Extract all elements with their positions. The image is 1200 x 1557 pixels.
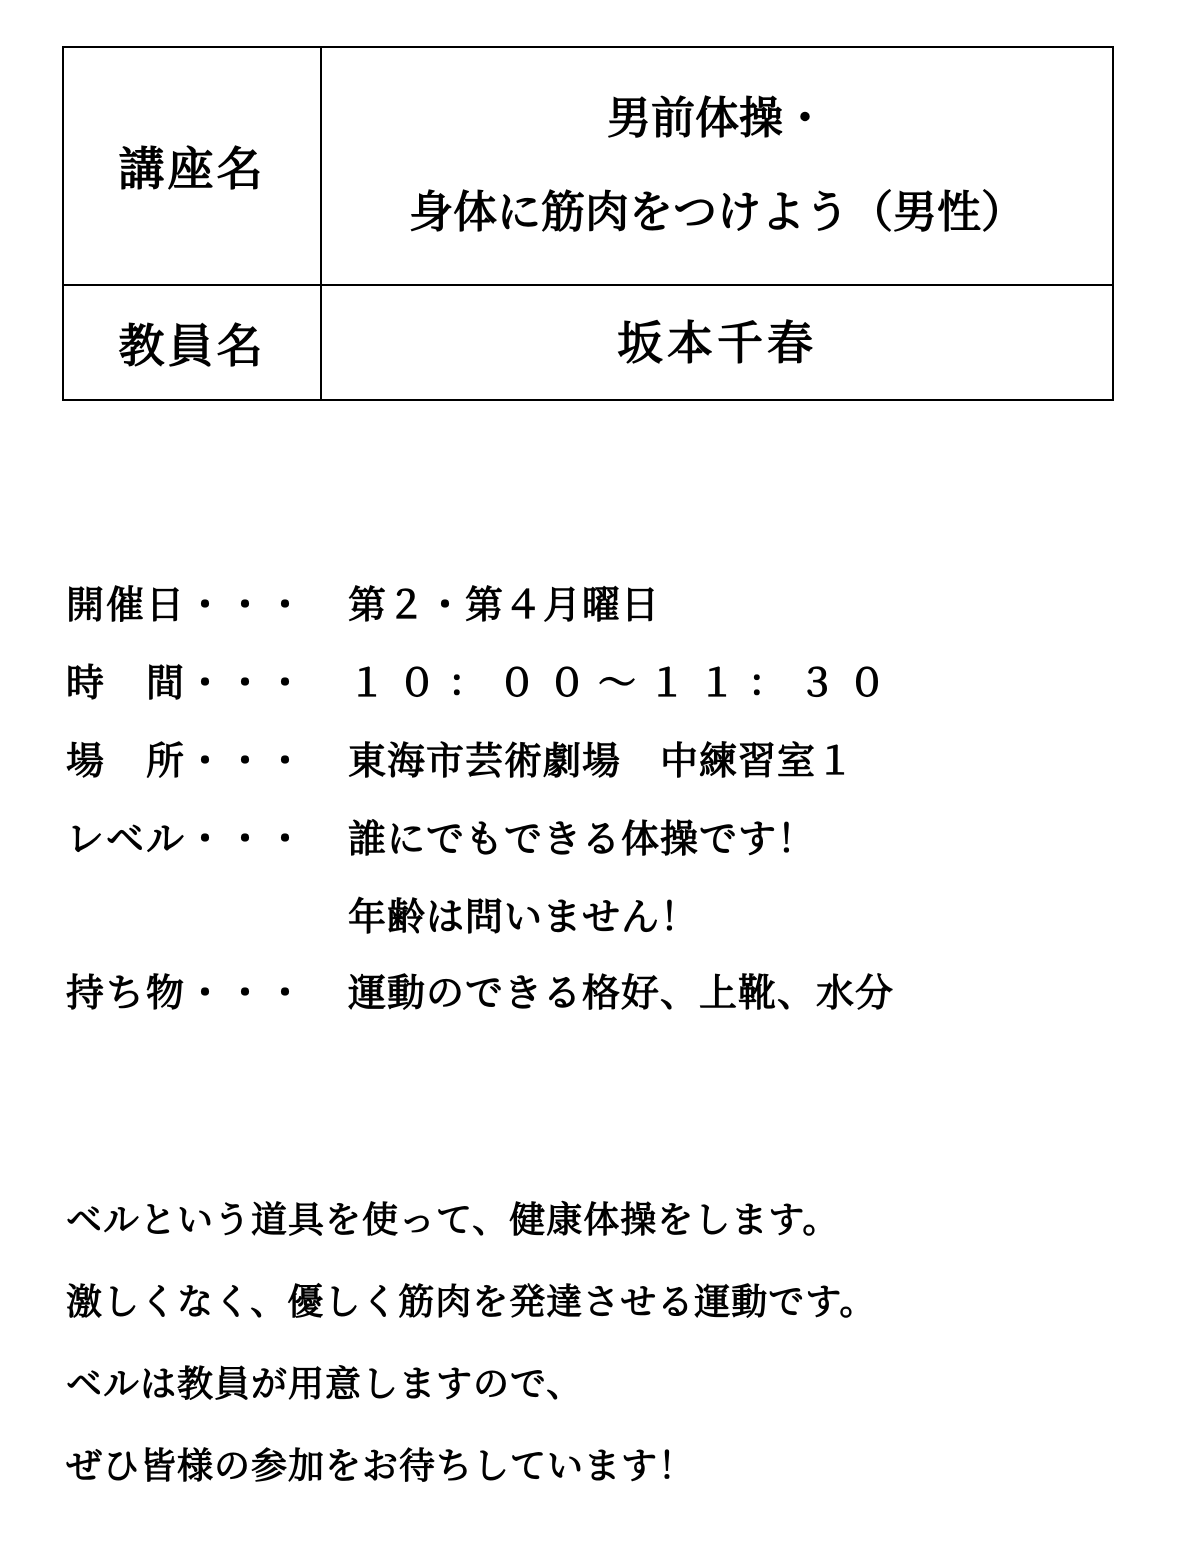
items-label: 持ち物・・・ — [66, 971, 307, 1015]
level-value-line1: 誰にでもできる体操です！ — [348, 817, 817, 861]
course-label-cell — [64, 48, 322, 286]
teacher-name: 坂本千春 — [617, 315, 817, 370]
time-label: 時 間・・・ — [66, 661, 307, 705]
description-line: 激しくなく、優しく筋肉を発達させる運動です。 — [66, 1282, 877, 1323]
course-title-cell — [322, 48, 1112, 286]
date-value: 第２・第４月曜日 — [348, 583, 661, 627]
description-line: ぜひ皆様の参加をお待ちしています！ — [66, 1446, 696, 1487]
date-label: 開催日・・・ — [66, 583, 307, 627]
description-line: ベルという道具を使って、健康体操をします。 — [66, 1200, 840, 1241]
teacher-label-cell — [64, 286, 322, 399]
course-description — [66, 1180, 876, 1508]
teacher-label: 教員名 — [118, 318, 266, 373]
level-value-line2: 年齢は問いません！ — [348, 895, 700, 939]
description-line: ベルは教員が用意しますので、 — [66, 1364, 584, 1405]
place-value: 東海市芸術劇場 中練習室１ — [348, 739, 856, 783]
course-label: 講座名 — [118, 142, 266, 196]
time-value: １０：００～１１：３０ — [348, 661, 899, 705]
teacher-name-cell — [322, 286, 1112, 399]
place-label: 場 所・・・ — [66, 739, 307, 783]
course-title-line2: 身体に筋肉をつけよう（男性） — [409, 187, 1025, 238]
course-info-table — [62, 46, 1114, 401]
level-label: レベル・・・ — [66, 817, 307, 861]
items-value: 運動のできる格好、上靴、水分 — [348, 971, 895, 1015]
course-title-line1: 男前体操・ — [607, 93, 827, 144]
